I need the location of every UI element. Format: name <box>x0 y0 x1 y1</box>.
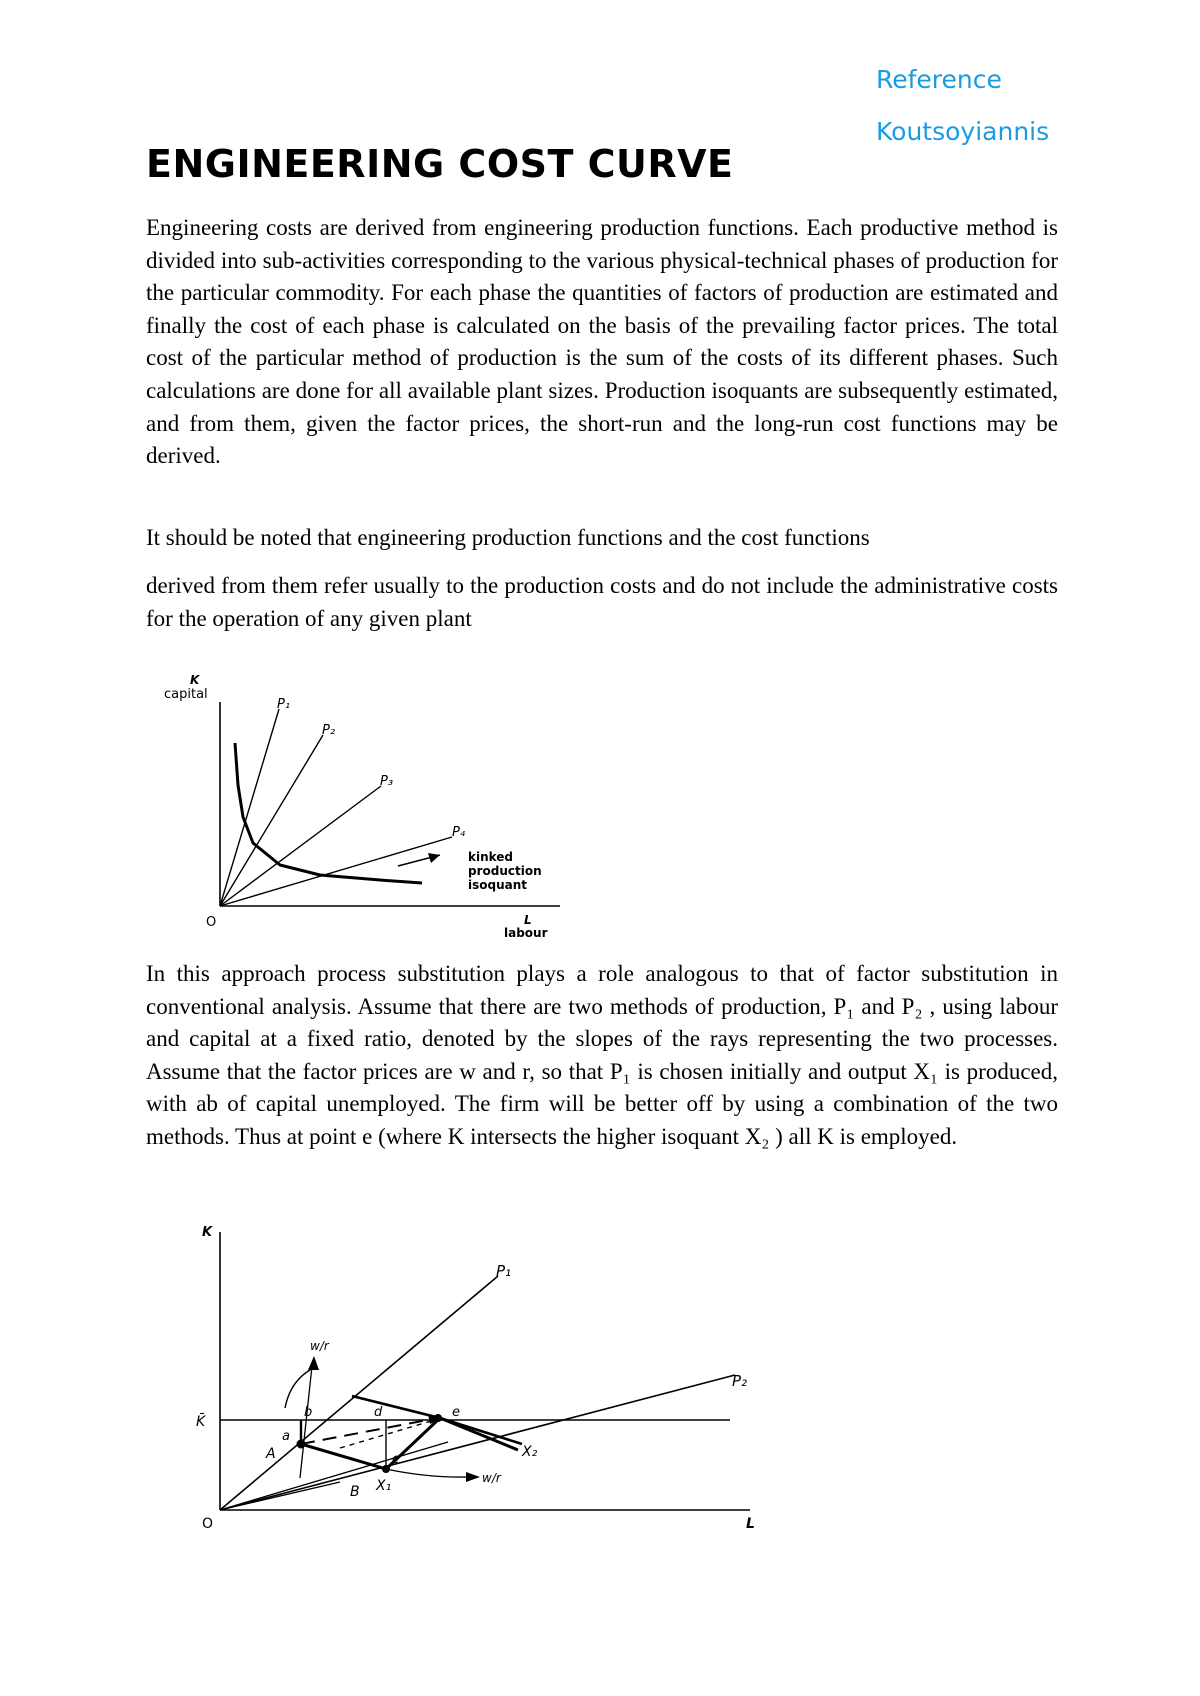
fig1-y-label: capital <box>164 687 208 702</box>
fig1-origin: O <box>206 915 217 930</box>
fig1-annotation-3: isoquant <box>468 878 528 892</box>
fig2-price-ratio-lower: w/r <box>482 1471 501 1485</box>
fig1-label-p3: P₃ <box>380 774 394 789</box>
annotation-arrowhead <box>428 853 440 863</box>
fig2-origin: O <box>202 1516 214 1532</box>
fig2-label-B: B <box>350 1484 360 1500</box>
fig2-label-a: a <box>282 1429 290 1444</box>
point-x1 <box>382 1465 390 1473</box>
reference-label: Reference <box>876 65 1002 94</box>
fig1-label-p4: P₄ <box>452 825 466 840</box>
ray-through-b <box>220 1482 340 1510</box>
fig2-x-symbol: L <box>746 1516 755 1532</box>
fig2-label-p1: P₁ <box>496 1262 512 1280</box>
fig2-label-x1: X₁ <box>376 1478 392 1494</box>
fig1-label-p1: P₁ <box>277 697 291 712</box>
fig1-y-symbol: K <box>190 673 200 687</box>
fig1-annotation-1: kinked <box>468 850 514 864</box>
reference-note <box>876 54 1049 158</box>
fig1-annotation-2: production <box>468 864 542 878</box>
fig1-x-label: labour <box>504 926 548 940</box>
isocost-curve-upper <box>285 1370 310 1408</box>
fig2-y-symbol: K <box>202 1225 213 1240</box>
page-title: ENGINEERING COST CURVE <box>146 142 734 186</box>
point-e <box>434 1414 442 1422</box>
ray-p3 <box>220 786 381 906</box>
fig2-label-c: c <box>392 1452 400 1467</box>
fig2-label-A: A <box>266 1446 276 1462</box>
fig2-label-e: e <box>452 1405 460 1420</box>
fig2-label-p2: P₂ <box>732 1372 748 1390</box>
fig2-k-bar: K̄ <box>196 1414 206 1430</box>
fig2-label-d: d <box>374 1405 383 1420</box>
arrowhead-up <box>308 1356 319 1370</box>
fig1-x-symbol: L <box>524 913 532 927</box>
kinked-isoquant-diagram <box>140 660 570 950</box>
reference-author: Koutsoyiannis <box>876 117 1050 146</box>
fig2-price-ratio-upper: w/r <box>310 1339 329 1353</box>
fig2-label-x2: X₂ <box>522 1444 538 1460</box>
paragraph-note: It should be noted that engineering production functions and the cost functions <box>146 525 870 550</box>
arrowhead-right <box>466 1472 480 1482</box>
fig2-label-b: b <box>304 1405 313 1420</box>
ray-p1 <box>220 709 279 906</box>
fig1-label-p2: P₂ <box>322 723 336 738</box>
paragraph-engineering-costs: Engineering costs are derived from engineering production functions. Each productive method is divided into sub-activities corresponding to the various physical-technical phases of production for the particular commodity. For each phase the quantities of factors of production are estimated and finally the cost of each phase is calculated on the basis of the prevailing factor prices. The total cost of the particular method of production is the sum of the costs of its different phases. Such calculations are done for all available plant sizes. Production isoquants are subsequently estimated, and from them, given the factor prices, the short-run and the long-run cost functions may be derived. <box>146 215 1058 469</box>
paragraph-process-substitution: In this approach process substitution plays a role analogous to that of factor substitution in conventional analysis. Assume that there are two methods of production, P₁ and P₂ , using labour and capital at a fixed ratio, denoted by the slopes of the rays representing the two processes. Assume that the factor prices are w and r, so that P₁ is chosen initially and output X₁ is produced, with ab of capital unemployed. The firm will be better off by using a combination of the two methods. Thus at point e (where K intersects the higher isoquant X₂ ) all K is employed. <box>146 961 1058 1149</box>
ray-p1 <box>220 1276 498 1510</box>
paragraph-note-continued: derived from them refer usually to the production costs and do not include the administrative costs for the operation of any given plant <box>146 573 1058 631</box>
isocost-arrow-lower <box>386 1469 470 1477</box>
process-substitution-diagram <box>180 1220 780 1550</box>
point-a <box>297 1440 306 1449</box>
isoquant-x1 <box>301 1418 518 1469</box>
